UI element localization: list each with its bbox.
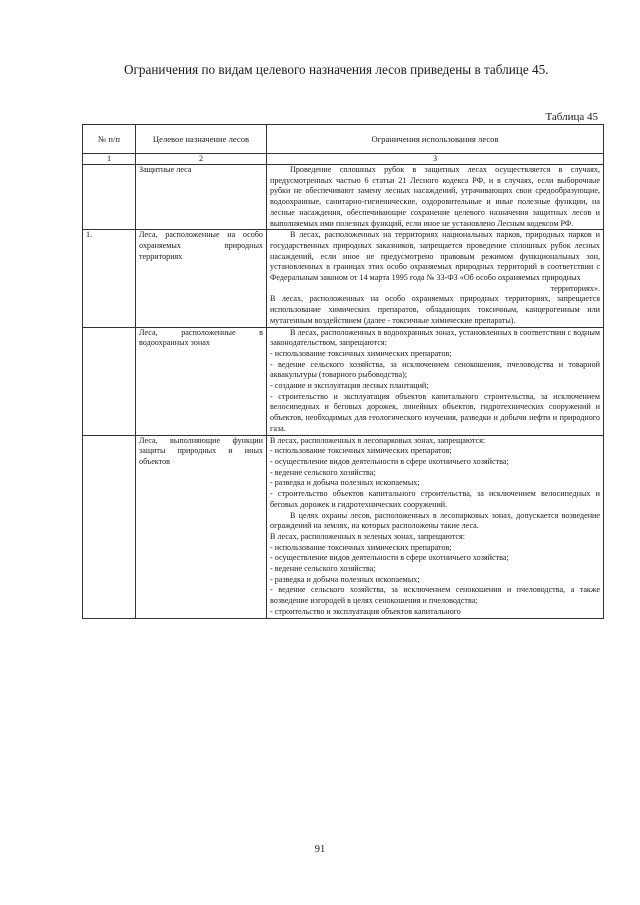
- table-caption: Таблица 45: [545, 111, 598, 123]
- row-restrictions: [267, 230, 604, 327]
- column-number: 1: [83, 154, 136, 165]
- restriction-paragraph: В лесах, расположенных в лесопарковых зонах, запрещаются:: [270, 435, 486, 445]
- row-restrictions: [267, 435, 604, 618]
- row-purpose: Защитные леса: [136, 165, 267, 230]
- restriction-item: - осуществление видов деятельности в сфере охотничьего хозяйства;: [270, 553, 509, 563]
- restriction-item: - ведение сельского хозяйства;: [270, 564, 376, 574]
- page-number: 91: [314, 844, 326, 855]
- row-number: [83, 327, 136, 435]
- restriction-item: - разведка и добыча полезных ископаемых;: [270, 574, 420, 584]
- restriction-paragraph: В лесах, расположенных на территориях национальных парков, природных парков и государственных природных заказников, запрещается проведение сплошных рубок лесных насаждений, если иное не предусмотрено правовым режимом функциональных зон, установленных в границах этих особо охраняемых природных территорий в соответствии с Федеральным законом от 14 марта 1995 года № 33-ФЗ «Об особо охраняемых природных: [270, 230, 600, 283]
- restrictions-table: [82, 124, 604, 619]
- restriction-paragraph: В лесах, расположенных в водоохранных зонах, установленных в соответствии с водным законодательством, запрещаются:: [270, 327, 600, 348]
- row-restrictions: [267, 165, 604, 230]
- restriction-item: - использование токсичных химических препаратов;: [270, 348, 452, 358]
- restriction-item: - строительство объектов капитального строительства, за исключением велосипедных и беговых дорожек и гидротехнических сооружений.: [270, 489, 600, 509]
- restriction-paragraph: В лесах, расположенных в зеленых зонах, запрещаются:: [270, 531, 465, 541]
- restriction-paragraph: территориях».: [550, 283, 600, 293]
- restriction-item: - строительство и эксплуатация объектов капитального строительства, за исключением велосипедных и беговых дорожек, линейных объектов, гидротехнических сооружений и объектов, необходимых для геологического изучения, разведки и добычи нефти и природного газа.: [270, 391, 600, 433]
- header-purpose: Целевое назначение лесов: [136, 125, 267, 154]
- restriction-item: - осуществление видов деятельности в сфере охотничьего хозяйства;: [270, 456, 509, 466]
- row-restrictions: [267, 327, 604, 435]
- restriction-item: - использование токсичных химических препаратов;: [270, 542, 452, 552]
- restriction-item: - разведка и добыча полезных ископаемых;: [270, 478, 420, 488]
- column-number: 3: [267, 154, 604, 165]
- row-purpose: Леса, расположенные в водоохранных зонах: [136, 327, 267, 435]
- restriction-item: - создание и эксплуатация лесных плантаций;: [270, 381, 429, 391]
- row-number: 1.: [83, 230, 136, 327]
- row-purpose: Леса, выполняющие функции защиты природных и иных объектов: [136, 435, 267, 618]
- intro-paragraph: Ограничения по видам целевого назначения лесов приведены в таблице 45.: [124, 62, 549, 77]
- restriction-item: - использование токсичных химических препаратов;: [270, 446, 452, 456]
- table-row: [83, 165, 604, 230]
- row-purpose: Леса, расположенные на особо охраняемых природных территориях: [136, 230, 267, 327]
- header-restrictions: Ограничения использования лесов: [267, 125, 604, 154]
- table-row: [83, 230, 604, 327]
- header-num: № п/п: [83, 125, 136, 154]
- restriction-item: - ведение сельского хозяйства, за исключением сенокошения, пчеловодства и товарной аквакультуры (товарного рыбоводства);: [270, 359, 600, 380]
- restriction-paragraph: В лесах, расположенных на особо охраняемых природных территориях, запрещается использование химических препаратов, обладающих токсичным, канцерогенным или мутагенным воздействием (далее - токсичные химические препараты).: [270, 294, 600, 325]
- row-number: [83, 165, 136, 230]
- restriction-paragraph: В целях охраны лесов, расположенных в лесопарковых зонах, допускается возведение ограждений на землях, на которых расположены такие леса.: [270, 510, 600, 531]
- restriction-item: - ведение сельского хозяйства, за исключением сенокошения и пчеловодства, а также возведение изгородей в целях сенокошения и пчеловодства;: [270, 585, 600, 606]
- restriction-item: - строительство и эксплуатация объектов капитального: [270, 606, 461, 616]
- column-number: 2: [136, 154, 267, 165]
- table-row: [83, 327, 604, 435]
- restriction-paragraph: Проведение сплошных рубок в защитных лесах осуществляется в случаях, предусмотренных частью 6 статьи 21 Лесного кодекса РФ, и в случаях, если выборочные рубки не обеспечивают замену лесных насаждений, утрачивающих свои средообразующие, водоохранные, санитарно-гигиенические, оздоровительные и иные полезные функции, на лесные насаждения, обеспечивающие сохранение целевого назначения защитных лесов и выполняемых ими полезных функций, если иное не установлено Лесным кодексом РФ.: [270, 165, 600, 228]
- table-row: [83, 435, 604, 618]
- restriction-item: - ведение сельского хозяйства;: [270, 467, 376, 477]
- row-number: [83, 435, 136, 618]
